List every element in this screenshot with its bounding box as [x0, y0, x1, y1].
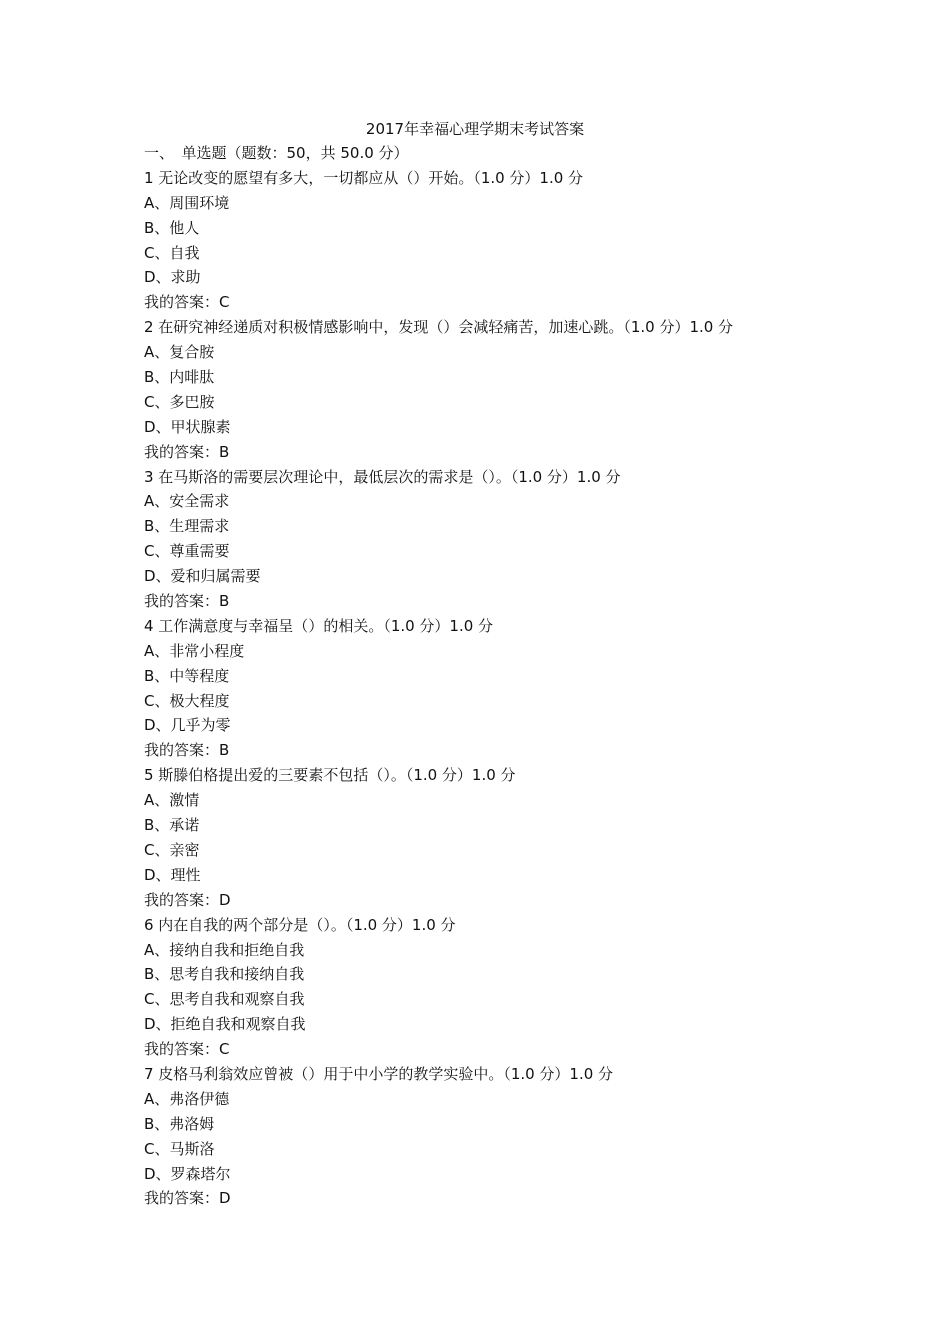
question-stem: 4 工作满意度与幸福呈（）的相关。（1.0 分）1.0 分 [144, 616, 494, 635]
answer-option: C、自我 [144, 243, 200, 262]
answer-option: B、思考自我和接纳自我 [144, 965, 305, 984]
question-block [144, 315, 844, 464]
answer-option: C、多巴胺 [144, 392, 215, 411]
answer-option: C、思考自我和观察自我 [144, 990, 305, 1009]
question-stem: 5 斯滕伯格提出爱的三要素不包括（）。（1.0 分）1.0 分 [144, 766, 516, 785]
section-heading: 一、 单选题（题数：50，共 50.0 分） [144, 144, 409, 162]
answer-option: B、承诺 [144, 816, 200, 835]
question-stem: 6 内在自我的两个部分是（）。（1.0 分）1.0 分 [144, 915, 456, 934]
answer-option: D、理性 [144, 865, 201, 884]
question-block [144, 913, 844, 1062]
answer-option: C、马斯洛 [144, 1139, 215, 1158]
answer-option: A、激情 [144, 791, 200, 810]
answer-option: C、极大程度 [144, 691, 230, 710]
my-answer: 我的答案：C [144, 293, 230, 312]
question-block [144, 166, 844, 315]
answer-option: D、求助 [144, 268, 201, 287]
question-block [144, 614, 844, 763]
question-block [144, 465, 844, 614]
question-block [144, 1062, 844, 1211]
answer-option: D、拒绝自我和观察自我 [144, 1015, 306, 1034]
my-answer: 我的答案：D [144, 890, 231, 909]
answer-option: B、内啡肽 [144, 368, 215, 387]
answer-option: C、亲密 [144, 840, 200, 859]
question-stem: 3 在马斯洛的需要层次理论中，最低层次的需求是（）。（1.0 分）1.0 分 [144, 467, 621, 486]
answer-option: B、弗洛姆 [144, 1114, 215, 1133]
answer-option: D、几乎为零 [144, 716, 231, 735]
answer-option: A、接纳自我和拒绝自我 [144, 940, 305, 959]
answer-option: B、中等程度 [144, 666, 230, 685]
answer-option: A、弗洛伊德 [144, 1089, 230, 1108]
answer-option: B、生理需求 [144, 517, 230, 536]
question-stem: 7 皮格马利翁效应曾被（）用于中小学的教学实验中。（1.0 分）1.0 分 [144, 1064, 614, 1083]
my-answer: 我的答案：D [144, 1189, 231, 1208]
answer-option: A、非常小程度 [144, 641, 245, 660]
document-title: 2017年幸福心理学期末考试答案 [365, 120, 585, 138]
question-stem: 1 无论改变的愿望有多大，一切都应从（）开始。（1.0 分）1.0 分 [144, 168, 584, 187]
document-body [144, 141, 844, 1211]
answer-option: A、周围环境 [144, 193, 230, 212]
my-answer: 我的答案：B [144, 592, 230, 611]
question-stem: 2 在研究神经递质对积极情感影响中，发现（）会减轻痛苦，加速心跳。（1.0 分）1.0 分 [144, 318, 734, 337]
answer-option: A、安全需求 [144, 492, 230, 511]
my-answer: 我的答案：B [144, 741, 230, 760]
answer-option: C、尊重需要 [144, 542, 230, 561]
answer-option: A、复合胺 [144, 343, 215, 362]
answer-option: D、爱和归属需要 [144, 567, 261, 586]
my-answer: 我的答案：B [144, 442, 230, 461]
answer-option: D、甲状腺素 [144, 417, 231, 436]
answer-option: B、他人 [144, 218, 200, 237]
answer-option: D、罗森塔尔 [144, 1164, 231, 1183]
question-block [144, 763, 844, 912]
my-answer: 我的答案：C [144, 1040, 230, 1059]
